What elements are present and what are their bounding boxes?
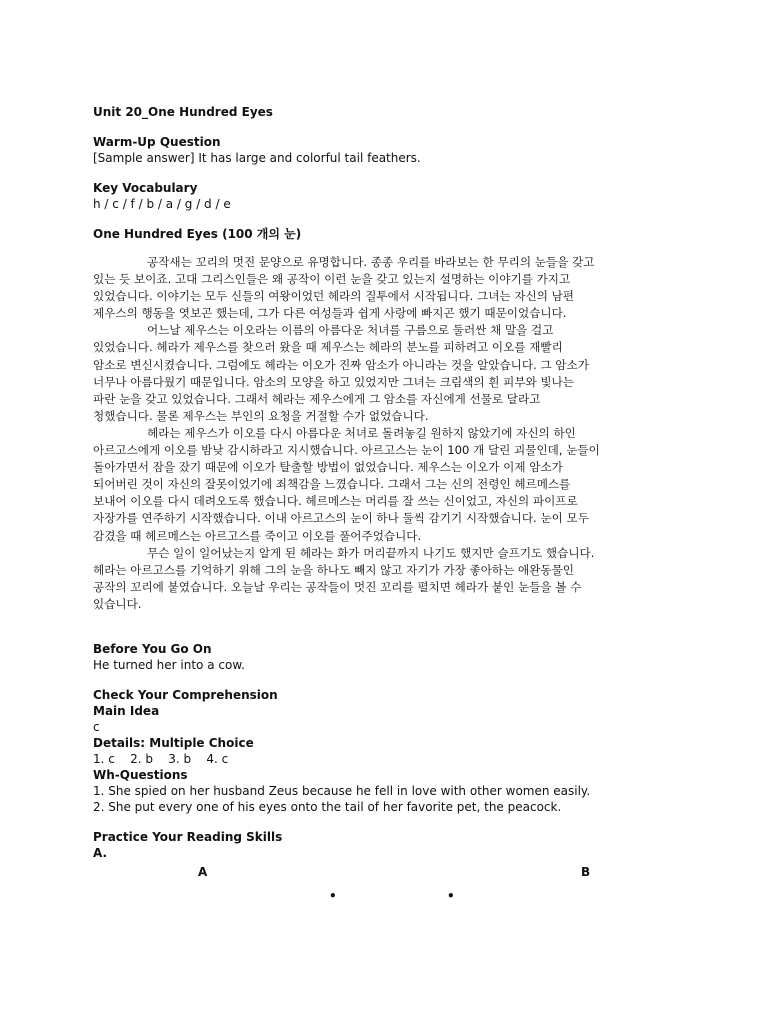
vocabulary-heading: Key Vocabulary (93, 181, 198, 195)
main-idea-heading: Main Idea (93, 703, 160, 718)
part-a-label: A. (93, 845, 108, 860)
comprehension-heading: Check Your Comprehension (93, 687, 278, 702)
wh-answer: 2. She put every one of his eyes onto the tail of her favorite pet, the peacock. (93, 799, 562, 814)
column-a-label: A (198, 864, 208, 879)
story-line: 있었습니다. 헤라가 제우스를 찾으러 왔을 때 제우스는 헤라의 분노를 피하려고 이오를 재빨리 (93, 340, 563, 355)
main-idea-answer: c (93, 719, 100, 734)
story-line: 청했습니다. 물론 제우스는 부인의 요청을 거절할 수가 없었습니다. (93, 408, 429, 423)
story-line: 아르고스에게 이오를 밤낮 감시하라고 지시했습니다. 아르고스는 눈이 100 개 달린 괴물인데, 눈들이 (93, 443, 600, 458)
before-you-go-on-heading: Before You Go On (93, 641, 212, 656)
matching-dot: • (447, 888, 455, 903)
story-text (93, 254, 678, 613)
story-line: 있는 듯 보이죠. 고대 그리스인들은 왜 공작이 이런 눈을 갖고 있는지 설명하는 이야기를 가지고 (93, 272, 571, 287)
reading-skills-heading: Practice Your Reading Skills (93, 829, 283, 844)
story-line: 있습니다. (93, 596, 142, 611)
unit-title: Unit 20_One Hundred Eyes (93, 105, 273, 119)
story-line: 있었습니다. 이야기는 모두 신들의 여왕이었던 헤라의 질투에서 시작됩니다. 그녀는 자신의 남편 (93, 289, 575, 304)
story-line: 어느날 제우스는 이오라는 이름의 아름다운 처녀를 구름으로 둘러싼 채 말을 걸고 (147, 323, 554, 338)
details-answers: 1. c 2. b 3. b 4. c (93, 751, 229, 766)
story-line: 헤라는 제우스가 이오를 다시 아름다운 처녀로 돌려놓길 원하지 않았기에 자신의 하인 (147, 425, 576, 440)
matching-dot: • (329, 888, 337, 903)
story-line: 무슨 일이 일어났는지 알게 된 헤라는 화가 머리끝까지 나기도 했지만 슬프기도 했습니다. (147, 545, 595, 560)
column-b-label: B (581, 864, 591, 879)
wh-questions-heading: Wh-Questions (93, 767, 188, 782)
story-line: 되어버린 것이 자신의 잘못이었기에 죄책감을 느꼈습니다. 그래서 그는 신의 전령인 헤르메스를 (93, 477, 571, 492)
matching-columns (93, 865, 678, 885)
story-line: 헤라는 아르고스를 기억하기 위해 그의 눈을 하나도 빼지 않고 자기가 가장 좋아하는 애완동물인 (93, 562, 575, 577)
story-line: 파란 눈을 갖고 있었습니다. 그래서 헤라는 제우스에게 그 암소를 자신에게 선물로 달라고 (93, 391, 541, 406)
vocabulary-answers: h / c / f / b / a / g / d / e (93, 197, 231, 211)
story-line: 자장가를 연주하기 시작했습니다. 이내 아르고스의 눈이 하나 둘씩 감기기 시작했습니다. 눈이 모두 (93, 511, 589, 526)
warm-up-answer: [Sample answer] It has large and colorful tail feathers. (93, 151, 421, 165)
matching-dots (93, 889, 678, 905)
story-line: 감겼을 때 헤르메스는 아르고스를 죽이고 이오를 풀어주었습니다. (93, 528, 422, 543)
story-line: 너무나 아름다웠기 때문입니다. 암소의 모양을 하고 있었지만 그녀는 크림색의 흰 피부와 빛나는 (93, 374, 575, 389)
document-page (93, 104, 678, 905)
wh-answer: 1. She spied on her husband Zeus because he fell in love with other women easily. (93, 783, 591, 798)
story-heading: One Hundred Eyes (100 개의 눈) (93, 227, 302, 241)
before-you-go-on-answer: He turned her into a cow. (93, 657, 245, 672)
story-line: 제우스의 행동을 엿보곤 했는데, 그가 다른 여성들과 쉽게 사랑에 빠지곤 했기 때문이었습니다. (93, 306, 567, 321)
story-line: 공작의 꼬리에 붙였습니다. 오늘날 우리는 공작들이 멋진 꼬리를 펼치면 헤라가 붙인 눈들을 볼 수 (93, 579, 582, 594)
story-line: 공작새는 꼬리의 멋진 문양으로 유명합니다. 종종 우리를 바라보는 한 무리의 눈들을 갖고 (147, 255, 595, 269)
story-line: 돌아가면서 잠을 잤기 때문에 이오가 탈출할 방법이 없었습니다. 제우스는 이오가 이제 암소가 (93, 460, 563, 475)
warm-up-heading: Warm-Up Question (93, 135, 221, 149)
story-line: 보내어 이오를 다시 데려오도록 했습니다. 헤르메스는 머리를 잘 쓰는 신이었고, 자신의 파이프로 (93, 494, 578, 509)
details-heading: Details: Multiple Choice (93, 735, 254, 750)
story-line: 암소로 변신시켰습니다. 그럼에도 헤라는 이오가 진짜 암소가 아니라는 것을 알았습니다. 그 암소가 (93, 357, 589, 372)
